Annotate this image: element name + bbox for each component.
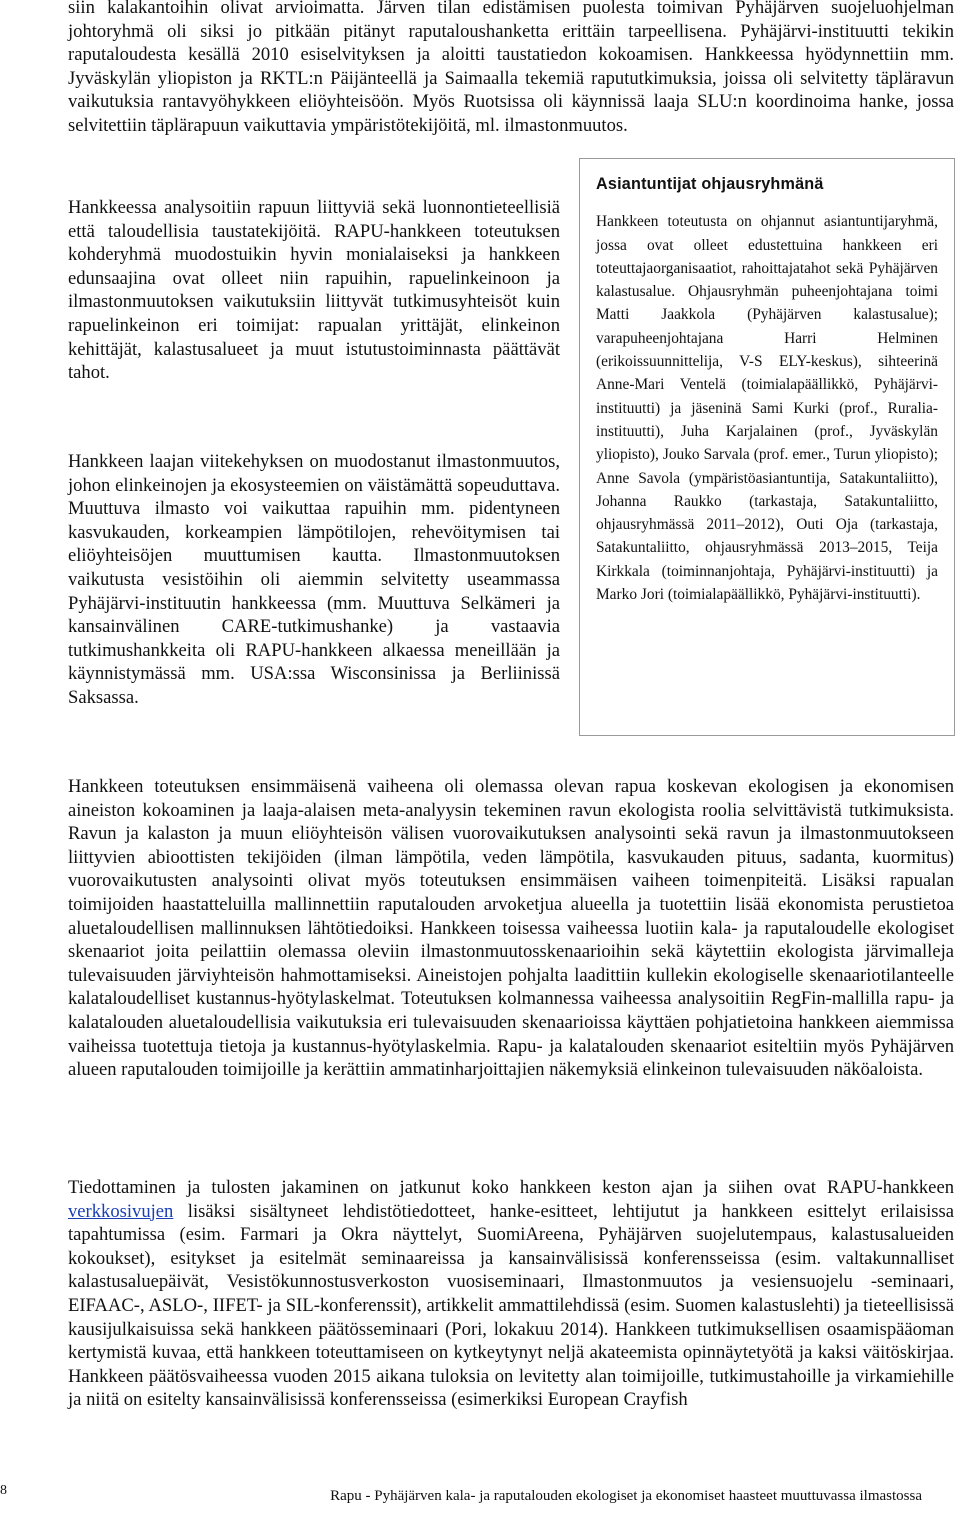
website-link[interactable]: verkkosivujen: [68, 1200, 174, 1222]
steering-group-title: Asiantuntijat ohjausryhmänä: [596, 175, 824, 193]
column-paragraph-stakeholders: Hankkeessa analysoitiin rapuun liittyviä sekä luonnontieteellisiä että taloudellisia taustatekijöitä. RAPU-hankkeen toteutuksen kohderyhmä muodostuikin hyvin monialaiseksi ja hankkeen edunsaajina ovat olleet niin rapuihin, rapuelinkeinoon ja ilmastonmuutoksen vaikutuksiin liittyvät tutkimusyhteisöt kuin rapuelinkeinon eri toimijat: rapualan yrittäjät, elinkeinon kehittäjät, kalastusalueet ja muut istutustoiminnasta päättävät tahot.: [68, 197, 560, 384]
steering-group-text: Hankkeen toteutusta on ohjannut asiantuntijaryhmä, jossa ovat olleet edustettuina hankkeen eri toteuttajaorganisaatiot, rahoittajatahot sekä Pyhäjärven kalastusalue. Ohjausryhmän puheenjohtajana toimi Matti Jaakkola (Pyhäjärven kalastusalue); varapuheenjohtajana Harri Helminen (erikoissuunnittelija, V-S ELY-keskus), sihteerinä Anne-Mari Ventelä (toimialapäällikkö, Pyhäjärvi-instituutti) ja jäseninä Sami Kurki (prof., Ruralia-instituutti), Juha Karjalainen (prof., Jyväskylän yliopisto), Jouko Sarvala (prof. emer., Turun yliopisto); Anne Savola (ympäristöasiantuntija, Satakuntaliitto), Johanna Raukko (tarkastaja, Satakuntaliitto, ohjausryhmässä 2011‒2012), Outi Oja (tarkastaja, Satakuntaliitto, ohjausryhmässä 2013‒2015, Teija Kirkkala (toiminnanjohtaja, Pyhäjärvi-instituutti) ja Marko Jori (toimialapäällikkö, Pyhäjärvi-instituutti).: [596, 213, 938, 604]
page-number: 8: [0, 1483, 7, 1498]
implementation-paragraph: Hankkeen toteutuksen ensimmäisenä vaiheena oli olemassa olevan rapua koskevan ekologisen ja ekonomisen aineiston kokoaminen ja laaja-alaisen meta-analyysin tekeminen ravun ekologista roolia selvittävistä tutkimuksista. Ravun ja kalaston ja muun eliöyhteisön välisen vuorovaikutuksen analysointi sekä ravun ja ilmastonmuutokseen liittyvien abioottisten tekijöiden (ilman lämpötila, veden lämpötila, kasvukauden pituus, sadanta, kuormitus) vuorovaikutusten analysointi olivat myös toteutuksen ensimmäisen vaiheen toimenpiteitä. Lisäksi rapualan toimijoiden haastatteluilla mallinnettiin raputalouden arvoketjua alueella ja tuotettiin lisää ekonomista perustietoa aluetaloudellisen mallinnuksen lähtötiedoiksi. Hankkeen toisessa vaiheessa luotiin kala- ja raputaloudelle ekologiset skenaariot joita peilattiin olemassa oleviin ilmastonmuutosskenaarioihin sekä käytettiin ekologista järvimalleja tulevaisuuden järviyhteisön hahmottamiseksi. Aineistojen pohjalta laadittiin kullekin ekologiselle skenaariotilanteelle kalataloudelliset kustannus-hyötylaskelmat. Toteutuksen kolmannessa vaiheessa analysoitiin RegFin-mallilla rapu- ja kalatalouden aluetaloudellisia vaikutuksia eri tulevaisuuden skenaarioissa käyttäen pohjatietoina hankkeen aiemmissa vaiheissa tuotettuja tietoja ja kustannus-hyötylaskelmia. Rapu- ja kalatalouden skenaariot esiteltiin myös Pyhäjärven alueen raputalouden toimijoille ja kerättiin ammatinharjoittajien näkemyksiä elinkeinon tulevaisuuden näköaloista.: [68, 776, 954, 1081]
communication-paragraph: [68, 1176, 954, 1412]
steering-group-box: [579, 158, 955, 736]
column-paragraph-climate: Hankkeen laajan viitekehyksen on muodostanut ilmastonmuutos, johon elinkeinojen ja ekosysteemien on väistämättä sopeuduttava. Muuttuva ilmasto voi vaikuttaa rapuihin mm. pidentyneen kasvukauden, korkeampien lämpötilojen, rehevöitymisen tai eliöyhteisöjen muuttumisen kautta. Ilmastonmuutoksen vaikutusta vesistöihin oli aiemmin selvitetty useammassa Pyhäjärvi-instituutin hankkeessa (mm. Muuttuva Selkämeri ja kansainvälinen CARE-tutkimushanke) ja vastaavia tutkimushankkeita oli RAPU-hankkeen alkaessa meneillään ja käynnistymässä mm. USA:ssa Wisconsinissa ja Berliinissä Saksassa.: [68, 451, 560, 708]
intro-paragraph: siin kalakantoihin olivat arvioimatta. Järven tilan edistämisen puolesta toimivan Pyhäjärven suojeluohjelman johtoryhmä oli siksi jo pitkään pitänyt raputaloushanketta erittäin tarpeellisena. Pyhäjärvi-instituutti tekikin raputaloudesta kesällä 2010 esiselvityksen ja aloitti taustatiedon kokoamisen. Hankkeessa hyödynnettiin mm. Jyväskylän yliopiston ja RKTL:n Päijänteellä ja Saimaalla tekemiä rapututkimuksia, joissa oli selvitetty täpläravun vaikutuksia rantavyöhykkeen eliöyhteisöön. Myös Ruotsissa oli käynnissä laaja SLU:n koordinoima hanke, jossa selvitettiin täplärapuun vaikuttavia ympäristötekijöitä, ml. ilmastonmuutos.: [68, 0, 954, 136]
page-footer: Rapu - Pyhäjärven kala- ja raputalouden ekologiset ja ekonomiset haasteet muuttuvassa ilmastossa: [330, 1488, 922, 1504]
communication-text-end: lisäksi sisältyneet lehdistötiedotteet, hanke-esitteet, lehtijutut ja hankkeen esittelyt erilaisissa tapahtumissa (esim. Farmari ja Okra näyttelyt, SuomiAreena, Pyhäjärven suojelutempaus, kalastusalueiden kokoukset), esitykset ja esitelmät seminaareissa ja kansainvälisissä konferensseissa (esim. valtakunnalliset kalastusaluepäivät, Vesistökunnostusverkoston vuosiseminaari, Ilmastonmuutos ja vesiensuojelu -seminaari, EIFAAC-, ASLO-, IIFET- ja SIL-konferenssit), artikkelit ammattilehdissä (esim. Suomen kalastuslehti) ja tieteellisissä kausijulkaisuissa sekä hankkeen päätösseminaari (Pori, lokakuu 2014). Hankkeen tutkimuksellisen osaamispääoman kertymistä kuvaa, että hankkeen toteuttamiseen on kytkeytynyt neljä akateemista opinnäytetyötä ja kaksi väitöskirjaa. Hankkeen päätösvaiheessa vuoden 2015 aikana tuloksia on levitetty alan toimijoille, tutkimustahoille ja virkamiehille ja niitä on esitelty kansainvälisissä konferensseissa (esimerkiksi European Crayfish: [68, 1200, 954, 1411]
communication-text-start: Tiedottaminen ja tulosten jakaminen on jatkunut koko hankkeen keston ajan ja siihen ovat RAPU-hankkeen: [68, 1177, 954, 1198]
